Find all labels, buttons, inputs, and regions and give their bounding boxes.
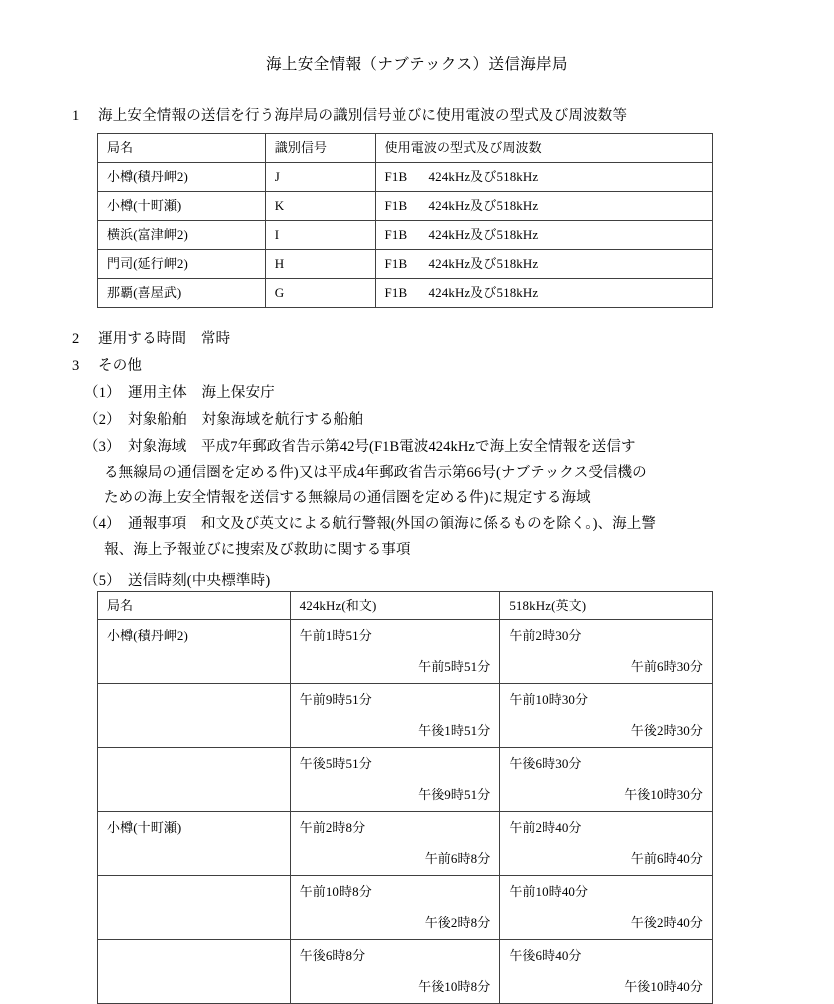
time-second: 午前6時8分 — [424, 851, 491, 866]
table-header-row — [98, 134, 713, 163]
cell-518khz-times — [500, 940, 713, 1004]
cell-station — [98, 684, 291, 748]
table-header-row — [98, 592, 713, 620]
table-row — [98, 940, 713, 1004]
emission-frequency: 424kHz及び518kHz — [428, 256, 539, 271]
time-second: 午後10時40分 — [624, 979, 703, 994]
time-pair — [509, 754, 703, 805]
item-text-3-2: 対象船舶 対象海域を航行する船舶 — [128, 412, 364, 428]
item-number-3-1: （1） — [84, 385, 121, 401]
cell-424khz-times — [290, 940, 500, 1004]
cell-424khz-times — [290, 812, 500, 876]
cell-callsign: J — [265, 163, 375, 192]
cell-station: 門司(延行岬2) — [98, 250, 266, 279]
column-header-emission: 使用電波の型式及び周波数 — [375, 134, 712, 163]
cell-424khz-times — [290, 620, 500, 684]
section-item-3-1 — [84, 381, 275, 402]
cell-518khz-times — [500, 620, 713, 684]
time-second: 午前5時51分 — [418, 659, 491, 674]
item-number-3-5: （5） — [84, 573, 121, 589]
cell-518khz-times — [500, 812, 713, 876]
cell-emission — [375, 163, 712, 192]
emission-frequency: 424kHz及び518kHz — [428, 227, 539, 242]
time-pair — [509, 946, 703, 997]
time-first: 午前1時51分 — [299, 628, 372, 643]
time-second: 午後10時30分 — [624, 787, 703, 802]
cell-518khz-times — [500, 684, 713, 748]
emission-frequency: 424kHz及び518kHz — [428, 169, 539, 184]
table-row — [98, 748, 713, 812]
time-second: 午後2時30分 — [630, 723, 703, 738]
time-pair — [300, 818, 491, 869]
cell-station: 那覇(喜屋武) — [98, 279, 266, 308]
table-row — [98, 279, 713, 308]
time-second: 午前6時30分 — [630, 659, 703, 674]
column-header-station: 局名 — [98, 134, 266, 163]
section-number-3: 3 — [72, 358, 80, 374]
time-first: 午後6時40分 — [509, 948, 582, 963]
column-header-callsign: 識別信号 — [265, 134, 375, 163]
cell-station: 横浜(富津岬2) — [98, 221, 266, 250]
section-text-1: 海上安全情報の送信を行う海岸局の識別信号並びに使用電波の型式及び周波数等 — [98, 108, 628, 124]
station-name: 小樽(積丹岬2) — [107, 628, 188, 643]
emission-mode: F1B — [384, 227, 408, 242]
time-pair — [509, 882, 703, 933]
emission-mode: F1B — [384, 285, 408, 300]
time-pair — [300, 946, 491, 997]
section-number-1: 1 — [72, 108, 80, 124]
item-text-3-3-line1: 対象海域 平成7年郵政省告示第42号(F1B電波424kHzで海上安全情報を送信す — [128, 439, 636, 455]
section-item-3-5 — [84, 569, 270, 590]
time-first: 午後5時51分 — [299, 756, 372, 771]
item-line-1 — [84, 512, 724, 538]
time-first: 午前10時40分 — [509, 884, 589, 899]
item-number-3-4: （4） — [84, 516, 121, 532]
cell-station — [98, 748, 291, 812]
cell-518khz-times — [500, 748, 713, 812]
cell-424khz-times — [290, 876, 500, 940]
transmission-times-table — [97, 591, 713, 1004]
column-header-424khz: 424kHz(和文) — [290, 592, 500, 620]
section-text-3: その他 — [98, 358, 143, 374]
table-row — [98, 163, 713, 192]
item-text-3-4-line1: 通報事項 和文及び英文による航行警報(外国の領海に係るものを除く。)、海上警 — [128, 516, 656, 532]
cell-station — [98, 620, 291, 684]
table-row — [98, 876, 713, 940]
time-pair — [300, 626, 491, 677]
table-row — [98, 620, 713, 684]
section-text-2: 運用する時間 常時 — [98, 331, 231, 347]
section-heading-3 — [72, 354, 142, 375]
cell-424khz-times — [290, 748, 500, 812]
time-pair — [300, 882, 491, 933]
cell-station: 小樽(積丹岬2) — [98, 163, 266, 192]
section-number-2: 2 — [72, 331, 80, 347]
time-second: 午後2時40分 — [630, 915, 703, 930]
item-line-3: ための海上安全情報を送信する無線局の通信圏を定める件)に規定する海域 — [104, 490, 591, 506]
time-first: 午前2時40分 — [509, 820, 582, 835]
emission-frequency: 424kHz及び518kHz — [428, 198, 539, 213]
item-text-3-5: 送信時刻(中央標準時) — [128, 573, 271, 589]
section-item-3-2 — [84, 408, 363, 429]
time-second: 午前6時40分 — [630, 851, 703, 866]
time-first: 午前10時8分 — [299, 884, 372, 899]
stations-table — [97, 133, 713, 308]
cell-emission — [375, 250, 712, 279]
section-item-3-4 — [84, 512, 724, 563]
time-second: 午後1時51分 — [418, 723, 491, 738]
station-name: 小樽(十町瀬) — [107, 820, 182, 835]
item-line-2: る無線局の通信圏を定める件)又は平成4年郵政省告示第66号(ナブテックス受信機の — [104, 464, 647, 481]
time-pair — [300, 754, 491, 805]
item-text-3-1: 運用主体 海上保安庁 — [128, 385, 275, 401]
page-title: 海上安全情報（ナブテックス）送信海岸局 — [266, 56, 568, 73]
time-pair — [509, 818, 703, 869]
cell-station: 小樽(十町瀬) — [98, 192, 266, 221]
time-first: 午前2時30分 — [509, 628, 582, 643]
section-item-3-3 — [84, 435, 724, 512]
time-first: 午前9時51分 — [299, 692, 372, 707]
cell-station — [98, 876, 291, 940]
emission-mode: F1B — [384, 169, 408, 184]
cell-518khz-times — [500, 876, 713, 940]
table-row — [98, 221, 713, 250]
time-first: 午前2時8分 — [299, 820, 366, 835]
item-number-3-2: （2） — [84, 412, 121, 428]
item-line-2: 報、海上予報並びに捜索及び救助に関する事項 — [104, 541, 411, 558]
column-header-518khz: 518kHz(英文) — [500, 592, 713, 620]
cell-emission — [375, 192, 712, 221]
section-heading-1 — [72, 104, 627, 125]
time-first: 午前10時30分 — [509, 692, 589, 707]
emission-mode: F1B — [384, 198, 408, 213]
cell-callsign: H — [265, 250, 375, 279]
time-second: 午後2時8分 — [424, 915, 491, 930]
table-row — [98, 250, 713, 279]
time-second: 午後9時51分 — [418, 787, 491, 802]
cell-424khz-times — [290, 684, 500, 748]
item-line-1 — [84, 435, 724, 461]
cell-emission — [375, 279, 712, 308]
time-first: 午後6時30分 — [509, 756, 582, 771]
emission-mode: F1B — [384, 256, 408, 271]
table-row — [98, 812, 713, 876]
cell-station — [98, 940, 291, 1004]
section-heading-2 — [72, 327, 230, 348]
table-row — [98, 684, 713, 748]
table-row — [98, 192, 713, 221]
time-pair — [300, 690, 491, 741]
item-number-3-3: （3） — [84, 439, 121, 455]
time-pair — [509, 626, 703, 677]
cell-callsign: G — [265, 279, 375, 308]
column-header-station: 局名 — [98, 592, 291, 620]
cell-callsign: I — [265, 221, 375, 250]
cell-callsign: K — [265, 192, 375, 221]
cell-station — [98, 812, 291, 876]
cell-emission — [375, 221, 712, 250]
time-second: 午後10時8分 — [418, 979, 491, 994]
emission-frequency: 424kHz及び518kHz — [428, 285, 539, 300]
time-pair — [509, 690, 703, 741]
time-first: 午後6時8分 — [299, 948, 366, 963]
